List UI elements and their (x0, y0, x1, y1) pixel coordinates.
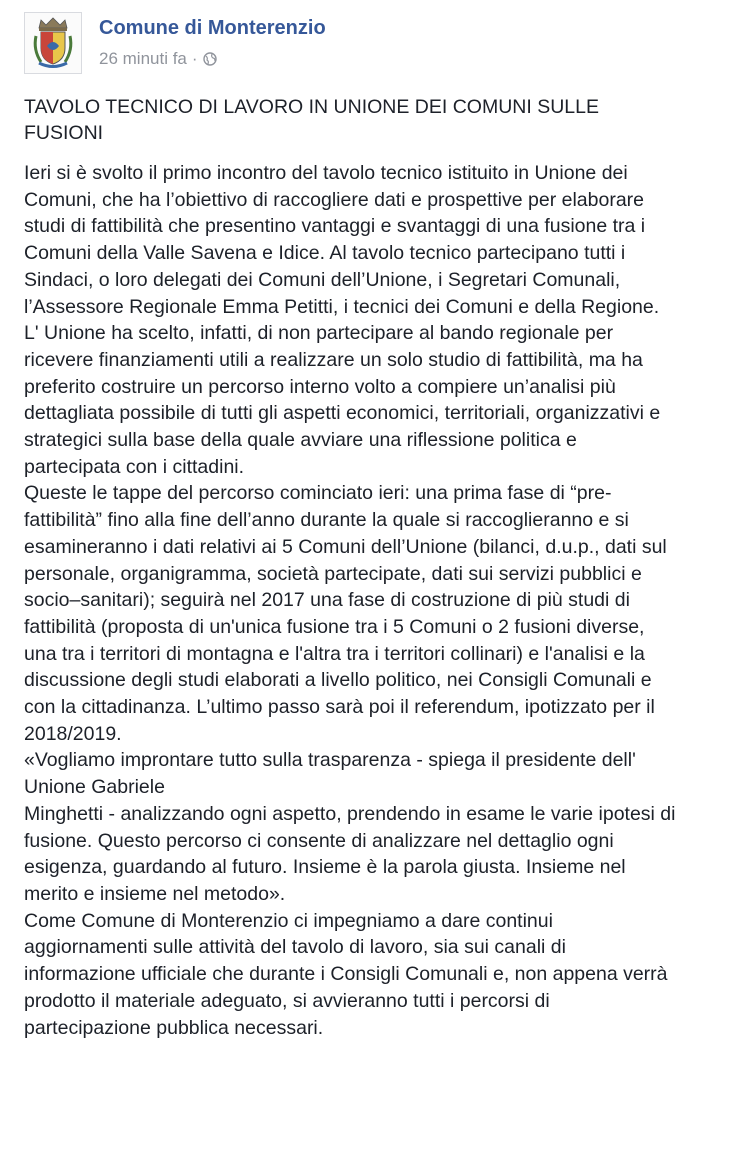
post-body-line: discussione degli studi elaborati a livello politico, nei Consigli Comunali e (24, 669, 652, 692)
post-body-line: aggiornamenti sulle attività del tavolo di lavoro, sia sui canali di (24, 936, 566, 959)
post-body-line: personale, organigramma, società partecipate, dati sui servizi pubblici e (24, 562, 642, 585)
post-body-line: l’Assessore Regionale Emma Petitti, i tecnici dei Comuni e della Regione. (24, 295, 660, 318)
post-body-line: fattibilità” fino alla fine dell’anno durante la quale si raccoglieranno e si (24, 509, 629, 532)
post-body-line: esigenza, guardando al futuro. Insieme è la parola giusta. Insieme nel (24, 856, 626, 879)
post-meta (99, 12, 326, 69)
post-body-line: informazione ufficiale che durante i Consigli Comunali e, non appena verrà (24, 963, 668, 986)
page-name-link[interactable]: Comune di Monterenzio (99, 17, 326, 39)
post-body-line: Comuni, che ha l’obiettivo di raccogliere dati e prospettive per elaborare (24, 188, 645, 211)
post-body-line: partecipata con i cittadini. (24, 455, 245, 478)
post-body-line: fattibilità (proposta di un'unica fusione tra i 5 Comuni o 2 fusioni diverse, (24, 615, 645, 638)
coat-of-arms-icon (31, 16, 75, 70)
post-timestamp[interactable]: 26 minuti fa (99, 49, 187, 68)
post-body-line: Minghetti - analizzando ogni aspetto, prendendo in esame le varie ipotesi di (24, 802, 676, 825)
post-body-line: strategici sulla base della quale avviare una riflessione politica e (24, 429, 577, 452)
globe-icon (203, 52, 217, 66)
post-body-line: merito e insieme nel metodo». (24, 882, 286, 905)
post-body-line: Ieri si è svolto il primo incontro del tavolo tecnico istituito in Unione dei (24, 162, 628, 184)
post-body-line: Come Comune di Monterenzio ci impegniamo a dare continui (24, 909, 553, 932)
post-body-line: Queste le tappe del percorso cominciato ieri: una prima fase di “pre- (24, 482, 612, 505)
post-body (24, 160, 750, 1041)
post-header (24, 12, 326, 76)
post-body-line: dettagliata possibile di tutti gli aspetti economici, territoriali, organizzativi e (24, 402, 661, 425)
post-body-line: con la cittadinanza. L’ultimo passo sarà poi il referendum, ipotizzato per il (24, 696, 655, 719)
separator-dot: · (191, 49, 198, 68)
post-body-line: una tra i territori di montagna e l'altra tra i territori collinari) e l'analisi e la (24, 642, 645, 665)
post-body-line: studi di fattibilità che presentino vantaggi e svantaggi di una fusione tra i (24, 215, 646, 238)
post-body-line: socio–sanitari); seguirà nel 2017 una fase di costruzione di più studi di (24, 589, 630, 612)
post-body-line: Comuni della Valle Savena e Idice. Al tavolo tecnico partecipano tutti i (24, 242, 626, 265)
post-title (24, 94, 724, 146)
title-line: FUSIONI (24, 122, 104, 144)
post-body-line: L' Unione ha scelto, infatti, di non partecipare al bando regionale per (24, 322, 614, 345)
post-body-line: Unione Gabriele (24, 776, 165, 799)
post-body-line: fusione. Questo percorso ci consente di analizzare nel dettaglio ogni (24, 829, 614, 852)
avatar[interactable] (24, 12, 82, 74)
post-body-line: esamineranno i dati relativi ai 5 Comuni dell’Unione (bilanci, d.u.p., dati sul (24, 535, 667, 558)
post-body-line: Sindaci, o loro delegati dei Comuni dell’Unione, i Segretari Comunali, (24, 268, 621, 291)
post-time-row (99, 49, 326, 69)
post-body-line: ricevere finanziamenti utili a realizzare un solo studio di fattibilità, ma ha (24, 348, 643, 371)
post-body-line: partecipazione pubblica necessari. (24, 1016, 324, 1039)
title-line: TAVOLO TECNICO DI LAVORO IN UNIONE DEI COMUNI SULLE (24, 96, 599, 118)
post-body-line: preferito costruire un percorso interno volto a compiere un’analisi più (24, 375, 616, 398)
post-body-line: «Vogliamo improntare tutto sulla trasparenza - spiega il presidente dell' (24, 749, 636, 772)
post-body-line: 2018/2019. (24, 722, 122, 745)
post-body-line: prodotto il materiale adeguato, si avvieranno tutti i percorsi di (24, 989, 550, 1012)
